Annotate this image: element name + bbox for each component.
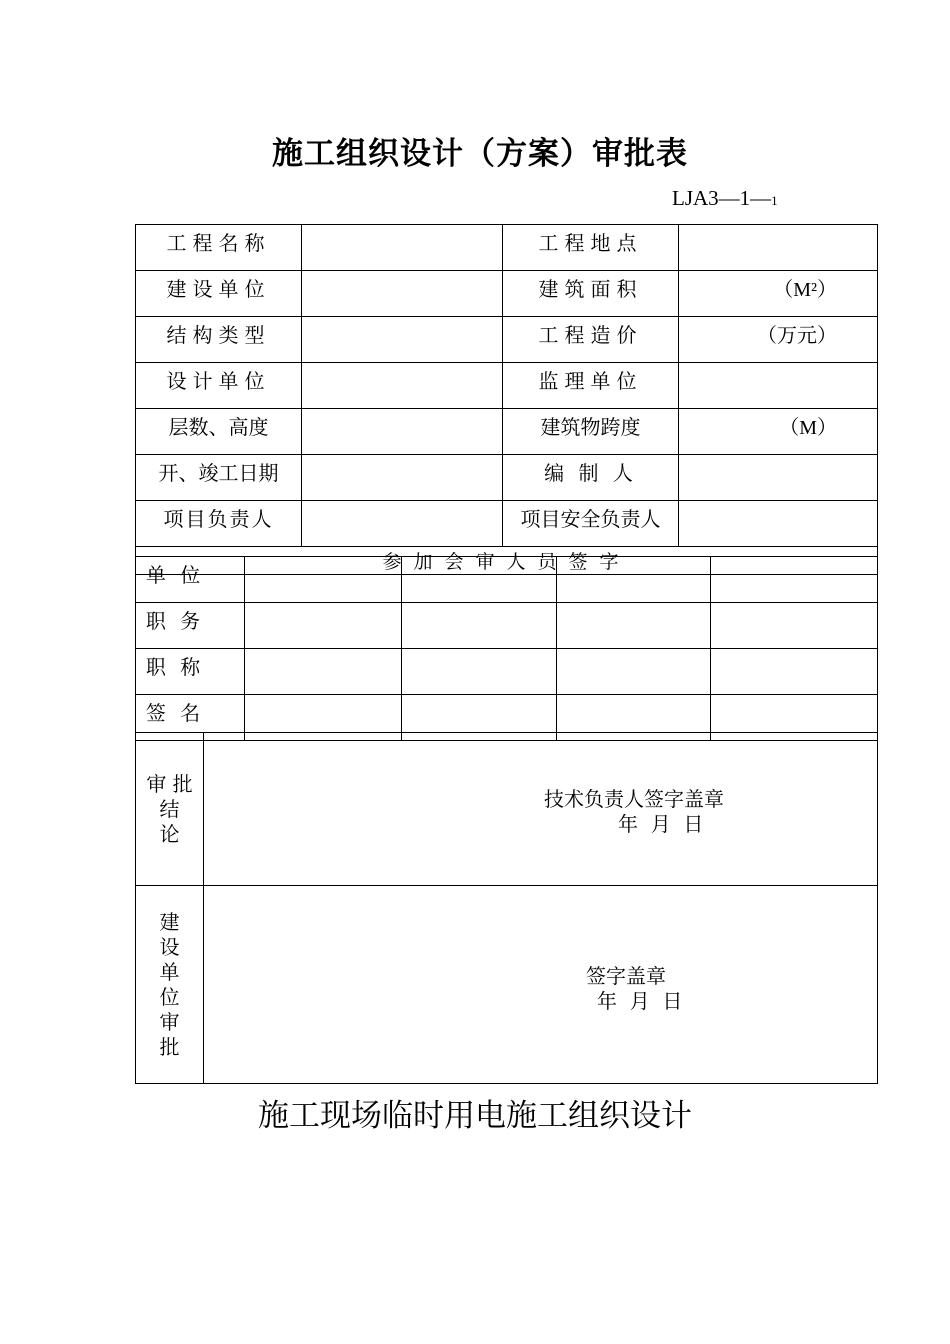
value-start-end-date[interactable] (302, 455, 503, 501)
label-line: 审 批 (146, 771, 193, 796)
label-supervision-unit: 监理单位 (503, 363, 679, 409)
value-supervision-unit[interactable] (679, 363, 878, 409)
label-building-area: 建筑面积 (503, 271, 679, 317)
label-start-end-date: 开、竣工日期 (136, 455, 302, 501)
label-floors-height: 层数、高度 (136, 409, 302, 455)
review-row (136, 603, 878, 649)
label-signature: 签 名 (136, 695, 245, 741)
value-structure-type[interactable] (302, 317, 503, 363)
label-building-span: 建筑物跨度 (503, 409, 679, 455)
label-project-location: 工程地点 (503, 225, 679, 271)
review-cell[interactable] (557, 557, 711, 603)
label-line: 设 (159, 934, 180, 959)
label-line: 审 (159, 1009, 180, 1034)
label-project-name: 工程名称 (136, 225, 302, 271)
review-cell[interactable] (711, 603, 878, 649)
label-structure-type: 结构类型 (136, 317, 302, 363)
review-cell[interactable] (557, 649, 711, 695)
label-project-cost: 工程造价 (503, 317, 679, 363)
label-line: 单 (159, 959, 180, 984)
label-title: 职 称 (136, 649, 245, 695)
value-owner[interactable] (302, 271, 503, 317)
value-project-manager[interactable] (302, 501, 503, 547)
form-title: 施工组织设计（方案）审批表 (272, 136, 688, 172)
label-project-manager: 项目负责人 (136, 501, 302, 547)
label-compiler: 编 制 人 (503, 455, 679, 501)
tech-lead-signature-label: 技术负责人签字盖章 (544, 787, 724, 811)
info-row (136, 271, 878, 317)
review-cell[interactable] (245, 603, 402, 649)
form-code-main: LJA3—1— (672, 186, 772, 210)
value-project-cost[interactable]: （万元） (679, 317, 878, 363)
owner-signature-label: 签字盖章 (586, 964, 666, 988)
value-project-location[interactable] (679, 225, 878, 271)
footer-title: 施工现场临时用电施工组织设计 (258, 1098, 692, 1134)
review-cell[interactable] (402, 603, 557, 649)
value-compiler[interactable] (679, 455, 878, 501)
value-project-name[interactable] (302, 225, 503, 271)
label-line: 批 (159, 1034, 180, 1059)
owner-approval-row (136, 886, 878, 1084)
review-cell[interactable] (245, 557, 402, 603)
label-position: 职 务 (136, 603, 245, 649)
info-row (136, 455, 878, 501)
info-row (136, 225, 878, 271)
review-cell[interactable] (402, 557, 557, 603)
approval-table (135, 732, 878, 1084)
review-cell[interactable] (557, 603, 711, 649)
label-unit: 单 位 (136, 557, 245, 603)
value-safety-manager[interactable] (679, 501, 878, 547)
review-cell[interactable] (402, 649, 557, 695)
info-row (136, 363, 878, 409)
info-row (136, 317, 878, 363)
approval-conclusion-area[interactable] (204, 733, 878, 886)
info-row (136, 409, 878, 455)
info-row (136, 501, 878, 547)
approval-conclusion-label (136, 733, 204, 886)
label-line: 位 (159, 984, 180, 1009)
review-signature-table (135, 556, 878, 741)
label-line: 建 (159, 909, 180, 934)
project-info-table (135, 224, 878, 575)
label-safety-manager: 项目安全负责人 (503, 501, 679, 547)
approval-date: 年 月 日 (618, 812, 704, 836)
value-design-unit[interactable] (302, 363, 503, 409)
form-code-sub: 1 (771, 193, 778, 208)
review-cell[interactable] (711, 649, 878, 695)
label-design-unit: 设计单位 (136, 363, 302, 409)
approval-row (136, 733, 878, 886)
label-owner: 建设单位 (136, 271, 302, 317)
value-building-area[interactable]: （M²） (679, 271, 878, 317)
label-line: 论 (159, 821, 180, 846)
review-header: 参加会审人员签字 (136, 547, 878, 575)
value-floors-height[interactable] (302, 409, 503, 455)
label-line: 结 (159, 796, 180, 821)
owner-approval-area[interactable] (204, 886, 878, 1084)
value-building-span[interactable]: （M） (679, 409, 878, 455)
owner-approval-date: 年 月 日 (597, 989, 683, 1013)
review-row (136, 649, 878, 695)
form-code (672, 186, 778, 211)
review-row (136, 557, 878, 603)
owner-approval-label (136, 886, 204, 1084)
review-cell[interactable] (711, 557, 878, 603)
review-cell[interactable] (245, 649, 402, 695)
